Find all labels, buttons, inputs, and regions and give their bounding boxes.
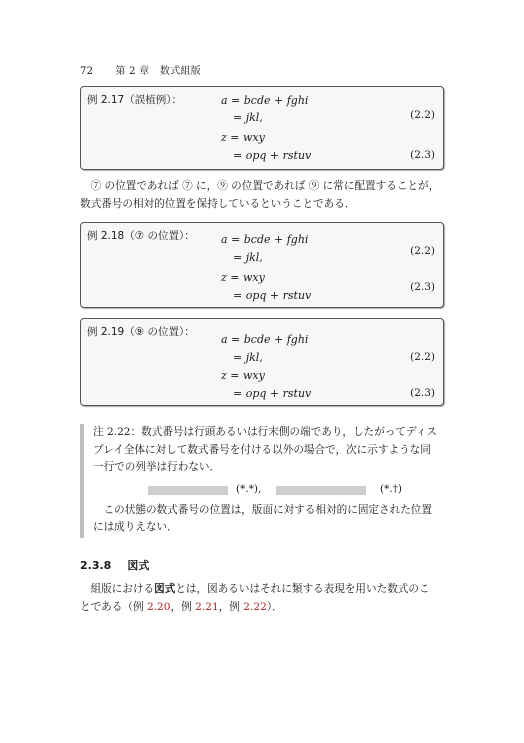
equation-line: = opq + rstuv	[233, 289, 312, 302]
paragraph	[80, 580, 446, 616]
paragraph-line: ⑦ の位置であれば ⑦ に，⑨ の位置であれば ⑨ に常に配置することが，	[90, 180, 440, 192]
example-box-2-19	[80, 318, 444, 406]
paragraph-line	[80, 580, 446, 598]
example-ref-link[interactable]: 2.20	[146, 601, 171, 613]
page-header	[80, 62, 201, 77]
section-number: 2.3.8	[80, 559, 112, 572]
equation-number: (2.3)	[410, 281, 435, 293]
equation-line: = opq + rstuv	[233, 149, 312, 162]
example-box-2-18	[80, 222, 444, 308]
example-label: 例 2.17（誤植例）：	[87, 94, 182, 106]
equation-line: a = bcde + fghi	[221, 94, 309, 107]
text: ，例	[218, 601, 244, 613]
equation-line: = jkl,	[233, 111, 263, 124]
text: ）．	[266, 601, 283, 613]
note-line: には成りえない．	[93, 521, 178, 533]
sample-number: (*.†)	[380, 483, 403, 495]
section-heading	[80, 557, 149, 573]
example-box-2-17	[80, 86, 444, 170]
text: とである（例	[80, 601, 147, 613]
paragraph	[80, 177, 446, 213]
equation-number: (2.3)	[410, 149, 435, 161]
example-ref-link[interactable]: 2.21	[195, 601, 219, 613]
text: ，例	[170, 601, 196, 613]
paragraph-line: 数式番号の相対的位置を保持しているということである．	[80, 198, 356, 210]
example-label: 例 2.19（⑨ の位置）：	[87, 326, 195, 338]
section-title: 図式	[127, 559, 150, 572]
bold-term: 図式	[154, 583, 176, 595]
text: とは，図あるいはそれに類する表現を用いた数式のこ	[175, 583, 430, 595]
equation-line: z = wxy	[221, 271, 265, 284]
note-line: 一行での列挙は行わない．	[93, 461, 221, 473]
note-line: 注 2.22：数式番号は行頭あるいは行末側の端であり，したがってディス	[93, 426, 437, 438]
placeholder-bar	[276, 486, 366, 495]
example-ref-link[interactable]: 2.22	[243, 601, 267, 613]
equation-number: (2.2)	[410, 109, 435, 121]
sample-number: (*.*),	[236, 483, 262, 495]
placeholder-bar	[148, 486, 228, 495]
equation-line: = opq + rstuv	[233, 387, 312, 400]
chapter-title: 第 2 章 数式組版	[115, 66, 202, 77]
equation-line: a = bcde + fghi	[221, 233, 309, 246]
note-line: プレイ全体に対して数式番号を付ける以外の場合で，次に示すような同	[93, 443, 431, 456]
note-block	[80, 424, 444, 538]
equation-line: = jkl,	[233, 351, 263, 364]
equation-line: z = wxy	[221, 131, 265, 144]
text: 組版における	[90, 583, 155, 595]
equation-line: a = bcde + fghi	[221, 333, 309, 346]
equation-line: = jkl,	[233, 251, 263, 264]
page-number: 72	[80, 66, 94, 77]
equation-number: (2.2)	[410, 245, 435, 257]
equation-number: (2.2)	[410, 351, 435, 363]
paragraph-line	[80, 598, 446, 616]
equation-number: (2.3)	[410, 387, 435, 399]
note-line: この状態の数式番号の位置は，版面に対する相対的に固定された位置	[103, 503, 432, 516]
equation-line: z = wxy	[221, 369, 265, 382]
example-label: 例 2.18（⑦ の位置）：	[87, 230, 195, 242]
